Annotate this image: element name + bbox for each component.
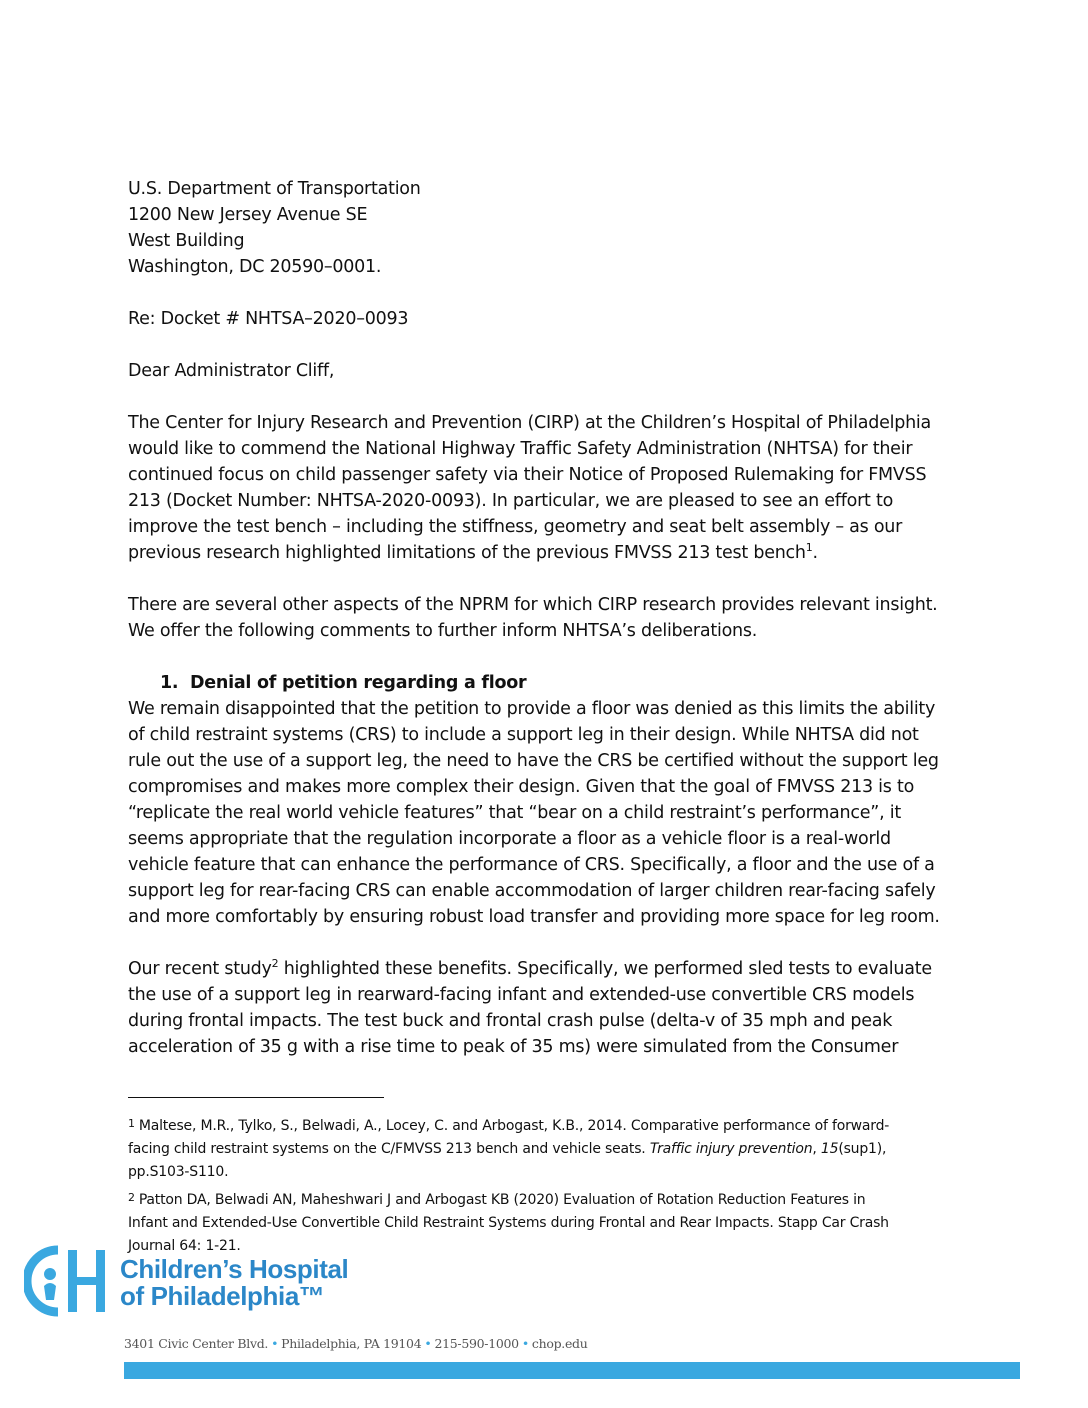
footnote-reference[interactable]: 1 (805, 541, 813, 555)
address-line: U.S. Department of Transportation (128, 179, 421, 199)
paragraph-line: of child restraint systems (CRS) to include a support leg in their design. While NHTSA did not (128, 725, 919, 745)
address-line: Washington, DC 20590–0001. (128, 257, 382, 277)
chop-logo-wordmark (120, 1256, 348, 1310)
paragraph-line: during frontal impacts. The test buck and frontal crash pulse (delta-v of 35 mph and peak (128, 1011, 893, 1031)
paragraph-line: rule out the use of a support leg, the need to have the CRS be certified without the support leg (128, 751, 939, 771)
logo-line: Children’s Hospital (120, 1254, 349, 1284)
paragraph-line: and more comfortably by ensuring robust load transfer and providing more space for leg room. (128, 907, 940, 927)
footnote-mark: 2 (128, 1191, 135, 1204)
footnotes (128, 1112, 958, 1258)
paragraph-line: We remain disappointed that the petition to provide a floor was denied as this limits the ability (128, 699, 936, 719)
address-line: 1200 New Jersey Avenue SE (128, 205, 368, 225)
re-line-text: Re: Docket # NHTSA–2020–0093 (128, 309, 409, 329)
paragraph-line: improve the test bench – including the stiffness, geometry and seat belt assembly – as our (128, 517, 903, 537)
footnote-1-line-3: pp.S103-S110. (128, 1164, 229, 1180)
footnote-text: facing child restraint systems on the C/FMVSS 213 bench and vehicle seats. (128, 1141, 650, 1157)
paragraph-line-text: highlighted these benefits. Specifically, we performed sled tests to evaluate (278, 959, 932, 979)
paragraph-line-text: previous research highlighted limitations of the previous FMVSS 213 test bench (128, 543, 806, 563)
section-number: 1. (160, 673, 179, 693)
salutation-text: Dear Administrator Cliff, (128, 361, 335, 381)
footnote-text: Maltese, M.R., Tylko, S., Belwadi, A., Locey, C. and Arbogast, K.B., 2014. Comparative performance of forward- (138, 1118, 890, 1134)
paragraph-line (128, 956, 958, 982)
paragraph-aspects (128, 592, 958, 644)
paragraph-floor (128, 696, 958, 930)
footnote-divider (128, 1097, 384, 1098)
bullet-icon: • (521, 1336, 529, 1351)
footer-bar (124, 1362, 1020, 1379)
footnote-2-line-3: Journal 64: 1-21. (128, 1238, 241, 1254)
footnote-1 (128, 1112, 958, 1138)
bullet-icon: • (424, 1336, 432, 1351)
footnote-2-line-2: Infant and Extended-Use Convertible Child Restraint Systems during Frontal and Rear Impacts. Stapp Car Crash (128, 1215, 889, 1231)
chop-logo (24, 1244, 404, 1324)
paragraph-line: seems appropriate that the regulation incorporate a floor as a vehicle floor is a real-world (128, 829, 891, 849)
chop-logo-icon (24, 1244, 110, 1318)
footnote-2 (128, 1186, 958, 1212)
paragraph-line: vehicle feature that can enhance the performance of CRS. Specifically, a floor and the use of a (128, 855, 935, 875)
recipient-address (128, 176, 958, 280)
paragraph-line: acceleration of 35 g with a rise time to peak of 35 ms) were simulated from the Consumer (128, 1037, 899, 1057)
footnote-text: Patton DA, Belwadi AN, Maheshwari J and Arbogast KB (2020) Evaluation of Rotation Reduction Features in (138, 1192, 866, 1208)
paragraph-line: compromises and makes more complex their design. Given that the goal of FMVSS 213 is to (128, 777, 915, 797)
paragraph-line: There are several other aspects of the NPRM for which CIRP research provides relevant insight. (128, 595, 938, 615)
salutation (128, 358, 958, 384)
contact-address: 3401 Civic Center Blvd. (124, 1336, 269, 1351)
footnote-1-line-2 (128, 1138, 958, 1161)
paragraph-line: the use of a support leg in rearward-facing infant and extended-use convertible CRS models (128, 985, 915, 1005)
section-heading (160, 670, 526, 696)
footnote-volume: 15 (820, 1141, 839, 1157)
logo-line: of Philadelphia™ (120, 1281, 325, 1311)
section-title: Denial of petition regarding a floor (190, 673, 527, 693)
footnote-journal: Traffic injury prevention (649, 1141, 813, 1157)
paragraph-line: support leg for rear-facing CRS can enable accommodation of larger children rear-facing safely (128, 881, 936, 901)
paragraph-line: The Center for Injury Research and Prevention (CIRP) at the Children’s Hospital of Philadelphia (128, 413, 932, 433)
footnote-separator: , (812, 1141, 821, 1157)
paragraph-line: 213 (Docket Number: NHTSA-2020-0093). In particular, we are pleased to see an effort to (128, 491, 894, 511)
paragraph-line (128, 540, 958, 566)
bullet-icon: • (271, 1336, 279, 1351)
contact-website[interactable]: chop.edu (531, 1336, 588, 1351)
paragraph-intro (128, 410, 958, 566)
contact-phone[interactable]: 215-590-1000 (434, 1336, 519, 1351)
footnote-reference[interactable]: 2 (271, 957, 279, 971)
paragraph-line: would like to commend the National Highway Traffic Safety Administration (NHTSA) for their (128, 439, 913, 459)
re-line (128, 306, 958, 332)
paragraph-study (128, 956, 958, 1060)
footnote-mark: 1 (128, 1117, 135, 1130)
paragraph-line: We offer the following comments to further inform NHTSA’s deliberations. (128, 621, 758, 641)
paragraph-line-text: Our recent study (128, 959, 272, 979)
address-line: West Building (128, 231, 245, 251)
contact-city: Philadelphia, PA 19104 (281, 1336, 422, 1351)
footnote-text: (sup1), (838, 1141, 887, 1157)
paragraph-line-end: . (812, 543, 818, 563)
paragraph-line: “replicate the real world vehicle features” that “bear on a child restraint’s performance”, it (128, 803, 901, 823)
contact-line (124, 1336, 588, 1351)
paragraph-line: continued focus on child passenger safety via their Notice of Proposed Rulemaking for FMVSS (128, 465, 927, 485)
